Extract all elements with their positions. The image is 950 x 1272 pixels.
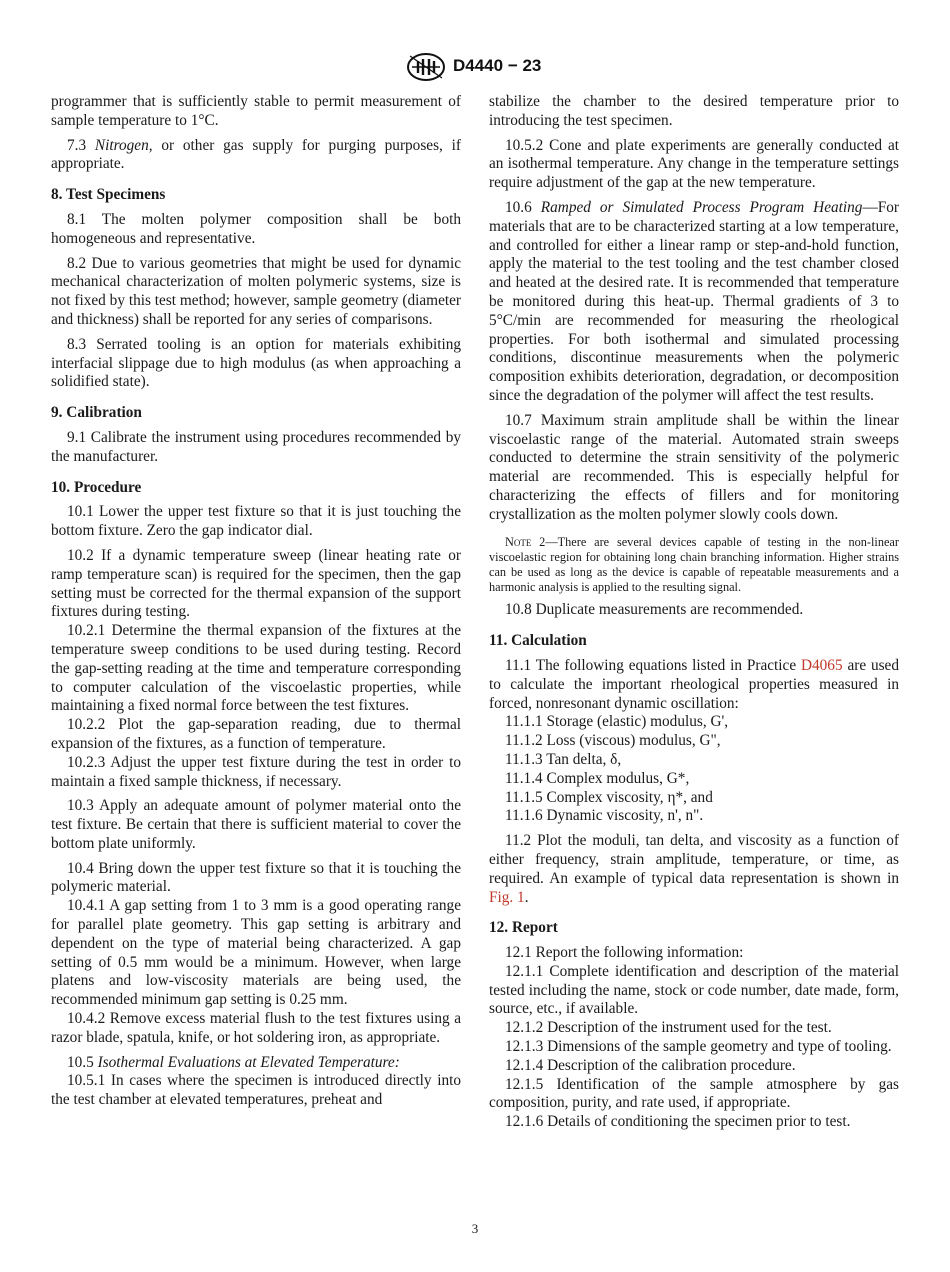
paragraph-11-1 <box>489 657 899 713</box>
paragraph-text: or other gas supply for purging purposes, if appropriate. <box>51 136 461 173</box>
equation-item: 11.1.5 Complex viscosity, η*, and <box>505 788 713 806</box>
paragraph-text: 11.1 The following equations listed in Practice <box>505 656 801 674</box>
paragraph-12-1: 12.1 Report the following information: <box>505 944 744 962</box>
astm-logo-icon <box>406 52 446 82</box>
equation-item: 11.1.4 Complex modulus, G*, <box>505 769 690 787</box>
note-2 <box>489 535 899 596</box>
page-header <box>0 52 950 86</box>
paragraph-7-2-continued: programmer that is sufficiently stable to permit measurement of sample temperature to 1°C. <box>51 93 461 129</box>
paragraph-10-5 <box>51 1054 461 1073</box>
note-label: Note 2 <box>505 534 546 549</box>
left-column <box>51 93 461 1110</box>
heading-calibration: 9. Calibration <box>51 404 142 422</box>
heading-test-specimens: 8. Test Specimens <box>51 186 166 204</box>
paragraph-12-1-6: 12.1.6 Details of conditioning the specimen prior to test. <box>505 1113 851 1131</box>
page-number: 3 <box>471 1221 479 1236</box>
equation-item: 11.1.1 Storage (elastic) modulus, G', <box>505 713 729 731</box>
equation-item: 11.1.3 Tan delta, δ, <box>505 750 622 768</box>
paragraph-10-5-1-continued: stabilize the chamber to the desired temperature prior to introducing the test specimen. <box>489 93 899 129</box>
paragraph-8-2: 8.2 Due to various geometries that might be used for dynamic mechanical characterization of molten polymeric systems, size is not fixed by this test method; however, sample geometry (diameter and thickness) shall be reported for any series of comparisons. <box>51 254 461 328</box>
paragraph-10-7: 10.7 Maximum strain amplitude shall be within the linear viscoelastic range of the material. Automated strain sweeps conducted to determine the strain sensitivity of the polymeric material are recommended. This is especially helpful for characterizing the effects of fillers and for monitoring crystallization as the molten polymer slowly cools down. <box>489 411 899 523</box>
nitrogen-term: Nitrogen, <box>94 136 153 154</box>
section-number: 10.6 <box>505 198 532 216</box>
paragraph-8-3: 8.3 Serrated tooling is an option for materials exhibiting interfacial slippage due to high modulus (as when approaching a solidified state). <box>51 335 461 391</box>
paragraph-12-1-1: 12.1.1 Complete identification and description of the material tested including the name, stock or code number, date made, form, source, etc., if available. <box>489 962 899 1018</box>
heading-calculation: 11. Calculation <box>489 632 587 650</box>
section-number: 10.5 <box>67 1053 94 1071</box>
paragraph-10-4: 10.4 Bring down the upper test fixture so that it is touching the polymeric material. <box>51 859 461 896</box>
paragraph-text: are used to calculate the important rheological properties measured in forced, nonresonant dynamic oscillation: <box>489 656 899 712</box>
paragraph-10-5-1: 10.5.1 In cases where the specimen is introduced directly into the test chamber at elevated temperatures, preheat and <box>51 1072 461 1109</box>
paragraph-12-1-2: 12.1.2 Description of the instrument used for the test. <box>505 1019 832 1037</box>
equation-item: 11.1.2 Loss (viscous) modulus, G", <box>505 732 721 750</box>
isothermal-title: Isothermal Evaluations at Elevated Temperature: <box>97 1053 400 1071</box>
section-number: 7.3 <box>67 136 87 154</box>
paragraph-10-6 <box>489 199 899 406</box>
paragraph-10-4-1: 10.4.1 A gap setting from 1 to 3 mm is a good operating range for parallel plate geometry. This gap setting is arbitrary and dependent on the type of material being characterized. A gap setting of 0.5 mm would be a minimum. However, when large platens and low-viscosity materials are being used, the recommended minimum gap setting is 0.25 mm. <box>51 897 461 1009</box>
paragraph-12-1-3: 12.1.3 Dimensions of the sample geometry and type of tooling. <box>505 1038 892 1056</box>
paragraph-11-2 <box>489 832 899 907</box>
paragraph-12-1-4: 12.1.4 Description of the calibration procedure. <box>505 1056 796 1074</box>
heading-procedure: 10. Procedure <box>51 478 142 496</box>
ramped-heating-title: Ramped or Simulated Process Program Heating <box>540 198 863 216</box>
equation-item: 11.1.6 Dynamic viscosity, n', n". <box>505 807 704 825</box>
paragraph-10-4-2: 10.4.2 Remove excess material flush to the test fixtures using a razor blade, spatula, knife, or hot soldering iron, as appropriate. <box>51 1010 461 1046</box>
paragraph-text: 11.2 Plot the moduli, tan delta, and viscosity as a function of either frequency, strain amplitude, temperature, or time, as required. An example of typical data representation is shown in <box>489 832 899 887</box>
paragraph-10-3: 10.3 Apply an adequate amount of polymer material onto the test fixture. Be certain that there is sufficient material to cover the bottom plate uniformly. <box>51 797 461 852</box>
paragraph-10-2: 10.2 If a dynamic temperature sweep (linear heating rate or ramp temperature scan) is required for the specimen, then the gap setting must be corrected for the thermal expansion of the support fixtures during testing. <box>51 546 461 621</box>
paragraph-10-8: 10.8 Duplicate measurements are recommended. <box>505 601 804 619</box>
paragraph-9-1: 9.1 Calibrate the instrument using procedures recommended by the manufacturer. <box>51 428 461 465</box>
paragraph-8-1: 8.1 The molten polymer composition shall be both homogeneous and representative. <box>51 210 461 247</box>
document-designation: D4440 − 23 <box>453 56 542 75</box>
note-text: —There are several devices capable of testing in the non-linear viscoelastic region for obtaining long chain branching information. Higher strains can be used as long as the device is capable of repeatable measurements and a harmonic analysis is applied to the resulting signal. <box>489 534 899 595</box>
paragraph-text: —For materials that are to be characterized starting at a low temperature, and controlled for either a linear ramp or step-and-hold function, apply the material to the test tooling and the test chamber closed and heated at the desired rate. It is recommended that temperature be monitored during this heat-up. Thermal gradients of 3 to 5°C/min are recommended for measuring the rheological properties. For both isothermal and simulated processing conditions, discontinue measurements when the polymeric composition exhibits deterioration, degradation, or decomposition since the degradation of the polymer will affect the test results. <box>489 198 899 404</box>
d4065-link[interactable]: D4065 <box>800 656 843 674</box>
heading-report: 12. Report <box>489 919 558 937</box>
paragraph-10-2-3: 10.2.3 Adjust the upper test fixture during the test in order to maintain a fixed sample thickness, if necessary. <box>51 753 461 790</box>
paragraph-12-1-5: 12.1.5 Identification of the sample atmosphere by gas composition, purity, and rate used, if appropriate. <box>489 1075 899 1112</box>
paragraph-text: . <box>524 888 529 906</box>
paragraph-10-2-1: 10.2.1 Determine the thermal expansion of the fixtures at the temperature sweep conditions to be used during testing. Record the gap-setting reading at the time and temperature corresponding to computer calculation of the viscoelastic properties, while maintaining a fixed normal force between the test fixtures. <box>51 622 461 715</box>
right-column <box>489 93 899 1132</box>
paragraph-10-2-2: 10.2.2 Plot the gap-separation reading, due to thermal expansion of the fixtures, as a function of temperature. <box>51 716 461 752</box>
fig-1-link[interactable]: Fig. 1 <box>489 888 525 906</box>
paragraph-10-1: 10.1 Lower the upper test fixture so that it is just touching the bottom fixture. Zero the gap indicator dial. <box>51 503 461 540</box>
paragraph-7-3 <box>51 137 461 175</box>
paragraph-10-5-2: 10.5.2 Cone and plate experiments are generally conducted at an isothermal temperature. Any change in the temperature settings require adjustment of the gap at the new temperature. <box>489 136 899 192</box>
